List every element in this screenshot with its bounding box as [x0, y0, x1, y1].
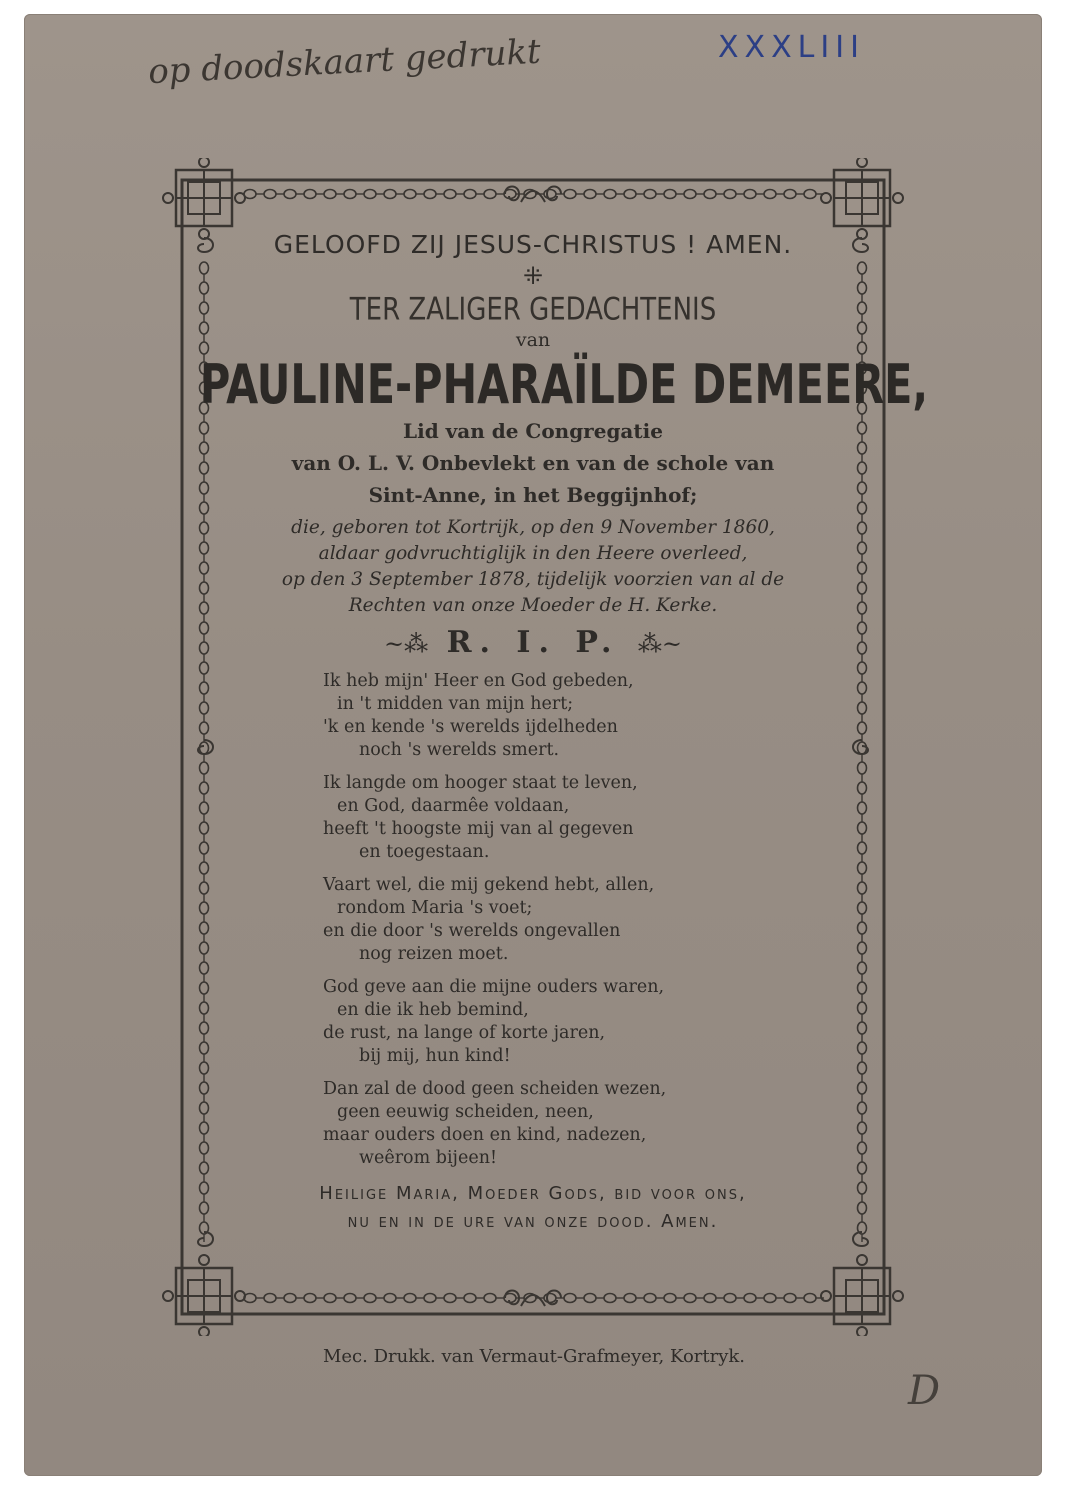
memorial-title: TER ZALIGER GEDACHTENIS: [349, 292, 717, 328]
poem-line: Ik heb mijn' Heer en God gebeden,: [323, 671, 634, 691]
life-line-3: op den 3 September 1878, tijdelijk voorzien van al de: [281, 569, 785, 590]
card-text: [200, 228, 929, 1236]
chain-link: [764, 190, 776, 199]
poem-line: en toegestaan.: [359, 842, 490, 862]
chain-link: [464, 190, 476, 199]
chain-link: [744, 190, 756, 199]
chain-link: [304, 190, 316, 199]
poem-line: en die door 's werelds ongevallen: [323, 921, 621, 941]
chain-link: [604, 190, 616, 199]
life-line-1: die, geboren tot Kortrijk, op den 9 November 1860,: [291, 517, 775, 538]
scroll-ornament: [505, 187, 561, 203]
chain-link: [484, 1294, 496, 1303]
corner-knot: [199, 1255, 209, 1265]
chain-link: [264, 1294, 276, 1303]
corner-knot: [163, 1291, 173, 1301]
rip-line: [200, 625, 866, 660]
chain-link: [744, 1294, 756, 1303]
poem-line: en God, daarmêe voldaan,: [337, 796, 570, 816]
corner-knot: [163, 193, 173, 203]
scroll-ornament: [505, 1291, 561, 1307]
chain-link: [644, 190, 656, 199]
poem-line: en die ik heb bemind,: [337, 1000, 529, 1020]
chain-link: [724, 1294, 736, 1303]
poem-line: in 't midden van mijn hert;: [337, 694, 574, 714]
prayer-line-1: Heilige Maria, Moeder Gods, bid voor ons,: [319, 1183, 747, 1204]
chain-link: [404, 1294, 416, 1303]
chain-link: [304, 1294, 316, 1303]
poem-line: noch 's werelds smert.: [359, 740, 560, 760]
poem-line: geen eeuwig scheiden, neen,: [337, 1102, 594, 1122]
chain-link: [424, 1294, 436, 1303]
rip-right-ornament-icon: ⁂~: [637, 630, 682, 658]
life-line-4: Rechten van onze Moeder de H. Kerke.: [348, 595, 718, 616]
chain-link: [644, 1294, 656, 1303]
chain-link: [404, 190, 416, 199]
chain-link: [544, 1294, 556, 1303]
chain-link: [384, 190, 396, 199]
poem-line: weêrom bijeen!: [359, 1148, 497, 1168]
chain-link: [444, 1294, 456, 1303]
chain-link: [324, 190, 336, 199]
chain-link: [284, 190, 296, 199]
poem-stanza-2: [323, 772, 743, 864]
chain-link: [344, 1294, 356, 1303]
prayer-line-2: nu en in de ure van onze dood. Amen.: [347, 1211, 719, 1232]
poem-line: Ik langde om hooger staat te leven,: [323, 773, 638, 793]
poem-stanza-5: [323, 1078, 743, 1170]
corner-knot: [235, 1291, 245, 1301]
poem-line: bij mij, hun kind!: [359, 1046, 511, 1066]
chain-link: [624, 1294, 636, 1303]
chain-link: [444, 190, 456, 199]
chain-link: [704, 190, 716, 199]
chain-link: [564, 190, 576, 199]
poem-stanza-1: [323, 670, 743, 762]
poem-line: Vaart wel, die mij gekend hebt, allen,: [323, 875, 655, 895]
chain-link: [484, 190, 496, 199]
poem-line: nog reizen moet.: [359, 944, 509, 964]
corner-knot: [821, 1291, 831, 1301]
poem-line: 'k en kende 's werelds ijdelheden: [323, 717, 618, 737]
corner-knot: [821, 193, 831, 203]
corner-knot: [199, 158, 209, 167]
poem-line: Dan zal de dood geen scheiden wezen,: [323, 1079, 667, 1099]
chain-link: [704, 1294, 716, 1303]
chain-link: [584, 190, 596, 199]
chain-link: [624, 190, 636, 199]
poem-line: de rust, na lange of korte jaren,: [323, 1023, 606, 1043]
corner-knot: [857, 1327, 867, 1336]
membership-line-3: Sint-Anne, in het Beggijnhof;: [368, 483, 698, 507]
chain-link: [764, 1294, 776, 1303]
chain-link: [684, 190, 696, 199]
membership-line-2: van O. L. V. Onbevlekt en van de schole van: [291, 451, 775, 475]
chain-link: [784, 1294, 796, 1303]
life-line-2: aldaar godvruchtiglijk in den Heere overleed,: [318, 543, 748, 564]
chain-link: [544, 190, 556, 199]
chain-link: [424, 190, 436, 199]
poem-stanza-4: [323, 976, 743, 1068]
handwritten-mark: D: [908, 1368, 941, 1414]
chain-link: [364, 190, 376, 199]
poem-line: God geve aan die mijne ouders waren,: [323, 977, 665, 997]
chain-link: [364, 1294, 376, 1303]
chain-link: [464, 1294, 476, 1303]
chain-link: [664, 1294, 676, 1303]
corner-knot: [199, 1327, 209, 1336]
chain-link: [384, 1294, 396, 1303]
chain-link: [344, 190, 356, 199]
poem-line: heeft 't hoogste mij van al gegeven: [323, 819, 634, 839]
handwritten-note: op doodskaart gedrukt: [147, 31, 542, 93]
deceased-name: PAULINE-PHARAÏLDE DEMEERE,: [200, 352, 929, 416]
printer-imprint: Mec. Drukk. van Vermaut-Grafmeyer, Kortryk.: [322, 1346, 746, 1367]
rip-text: R. I. P.: [446, 625, 620, 660]
chain-link: [284, 1294, 296, 1303]
chain-link: [784, 190, 796, 199]
corner-knot: [857, 1255, 867, 1265]
chain-link: [604, 1294, 616, 1303]
header-line: GELOOFD ZIJ JESUS-CHRISTUS ! AMEN.: [273, 230, 793, 259]
poem-stanza-3: [323, 874, 743, 966]
cross-ornament-icon: ⁜: [522, 262, 544, 290]
rip-left-ornament-icon: ~⁂: [384, 630, 429, 658]
chain-link: [324, 1294, 336, 1303]
poem-line: rondom Maria 's voet;: [337, 898, 533, 918]
handwritten-catalog-number: XXXLIII: [718, 30, 865, 65]
chain-link: [264, 190, 276, 199]
chain-link: [724, 190, 736, 199]
chain-link: [564, 1294, 576, 1303]
membership-line-1: Lid van de Congregatie: [403, 419, 663, 443]
chain-link: [804, 190, 816, 199]
corner-knot: [235, 193, 245, 203]
van-line: van: [515, 329, 551, 351]
chain-link: [664, 190, 676, 199]
poem-line: maar ouders doen en kind, nadezen,: [323, 1125, 647, 1145]
corner-knot: [893, 193, 903, 203]
chain-link: [584, 1294, 596, 1303]
corner-knot: [857, 158, 867, 167]
corner-knot: [893, 1291, 903, 1301]
chain-link: [804, 1294, 816, 1303]
chain-link: [684, 1294, 696, 1303]
